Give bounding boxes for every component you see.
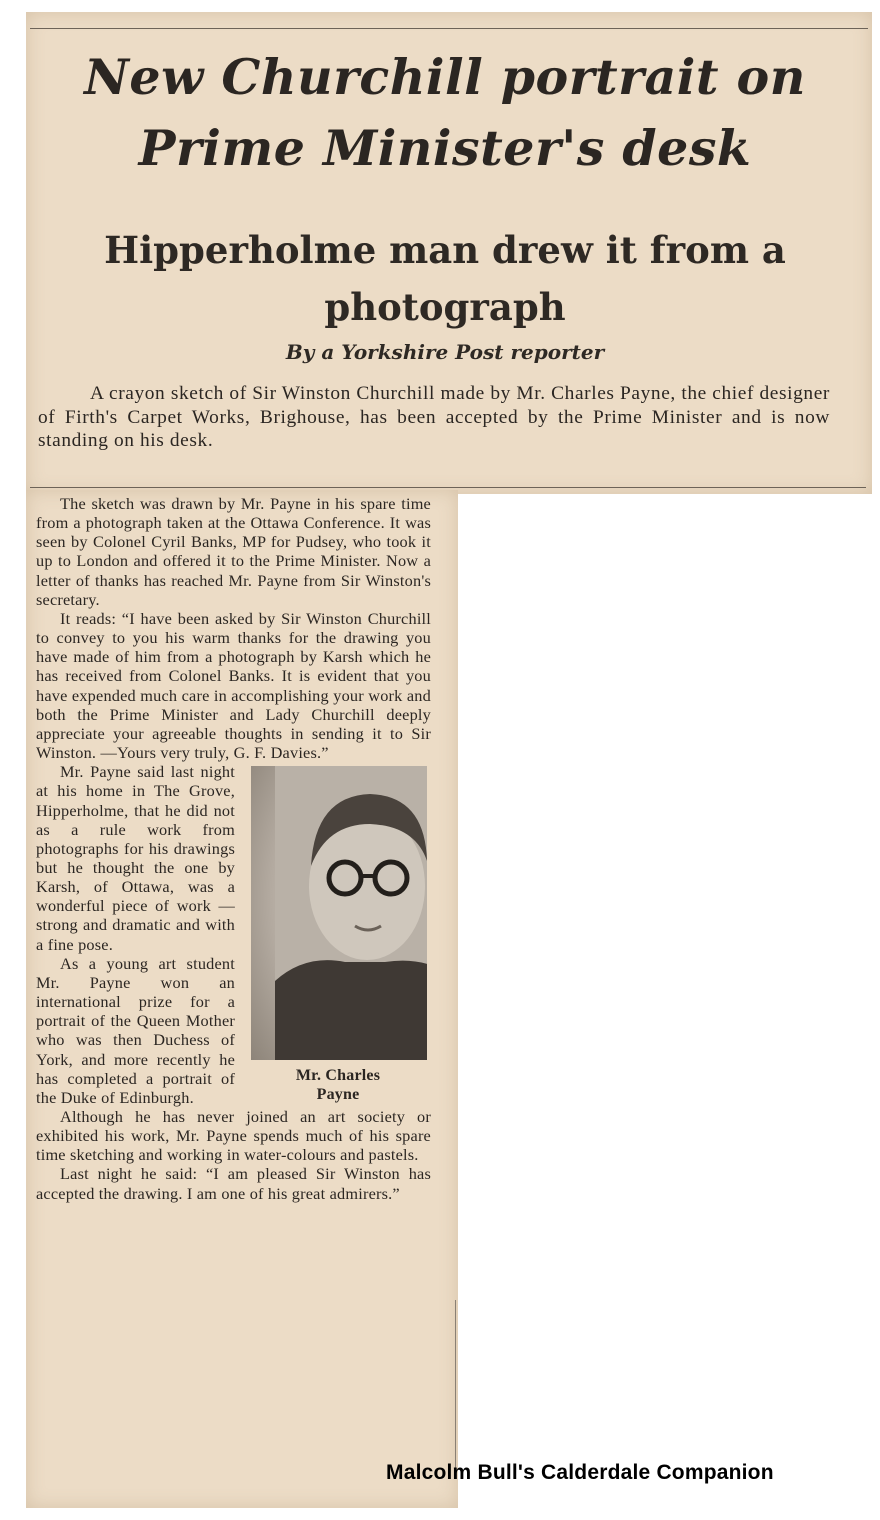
body-paragraph-5: Although he has never joined an art society or exhibited his work, Mr. Payne spends much of his spare time sketching and working in water-colours and pastels. [36, 1107, 431, 1165]
body-paragraph-3-text: Mr. Payne said last night at his home in The Grove, Hipperholme, that he did not as a rule work from photographs for his drawings but he thought the one by Karsh, of Ottawa, was a wonderful piece of work — strong and dramatic and with a fine pose. [36, 762, 235, 954]
body-paragraph-2: It reads: “I have been asked by Sir Winston Churchill to convey to you his warm thanks for the drawing you have made of him from a photograph by Karsh which he has received from Colonel Banks. It is evident that you have expended much care in accomplishing your work and both the Prime Minister and Lady Churchill deeply appreciate your agreeable thoughts in sending it to Sir Winston. —Yours very truly, G. F. Davies.” [36, 608, 431, 763]
portrait-photo [251, 766, 427, 1060]
body-paragraph-1: The sketch was drawn by Mr. Payne in his spare time from a photograph taken at the Ottawa Conference. It was seen by Colonel Cyril Banks, MP for Pudsey, who took it up to London and offered it to the Prime Minister. Now a letter of thanks has reached Mr. Payne from Sir Winston's secretary. [36, 494, 431, 609]
body-paragraph-4: As a young art student Mr. Payne won an international prize for a portrait of the Queen Mother who was then Duchess of York, and more recently he has completed a portrait of the Duke of Edinburgh. [36, 953, 235, 1107]
headline-line-1: New Churchill portrait on [84, 48, 806, 106]
headline-line-2: Prime Minister's desk [138, 119, 752, 177]
article-body-column [36, 494, 431, 1203]
column-edge-rule [455, 1300, 456, 1470]
headline [40, 42, 850, 184]
lead-paragraph: A crayon sketch of Sir Winston Churchill made by Mr. Charles Payne, the chief designer of Firth's Carpet Works, Brighouse, has been accepted by the Prime Minister and is now standing on his desk. [38, 383, 830, 451]
subheadline [40, 222, 850, 336]
photo-block [245, 766, 431, 1104]
photo-caption [245, 1066, 431, 1104]
photo-caption-line-1: Mr. Charles [295, 1067, 381, 1085]
body-paragraph-6: Last night he said: “I am pleased Sir Winston has accepted the drawing. I am one of his great admirers.” [36, 1164, 431, 1203]
portrait-illustration [275, 766, 427, 1060]
subheadline-line-2: photograph [324, 285, 566, 329]
subheadline-line-1: Hipperholme man drew it from a [104, 228, 786, 272]
byline: By a Yorkshire Post reporter [285, 340, 605, 364]
watermark: Malcolm Bull's Calderdale Companion [386, 1461, 774, 1484]
photo-caption-line-2: Payne [316, 1086, 360, 1104]
top-rule [30, 28, 868, 29]
lead-bottom-rule [30, 487, 866, 488]
